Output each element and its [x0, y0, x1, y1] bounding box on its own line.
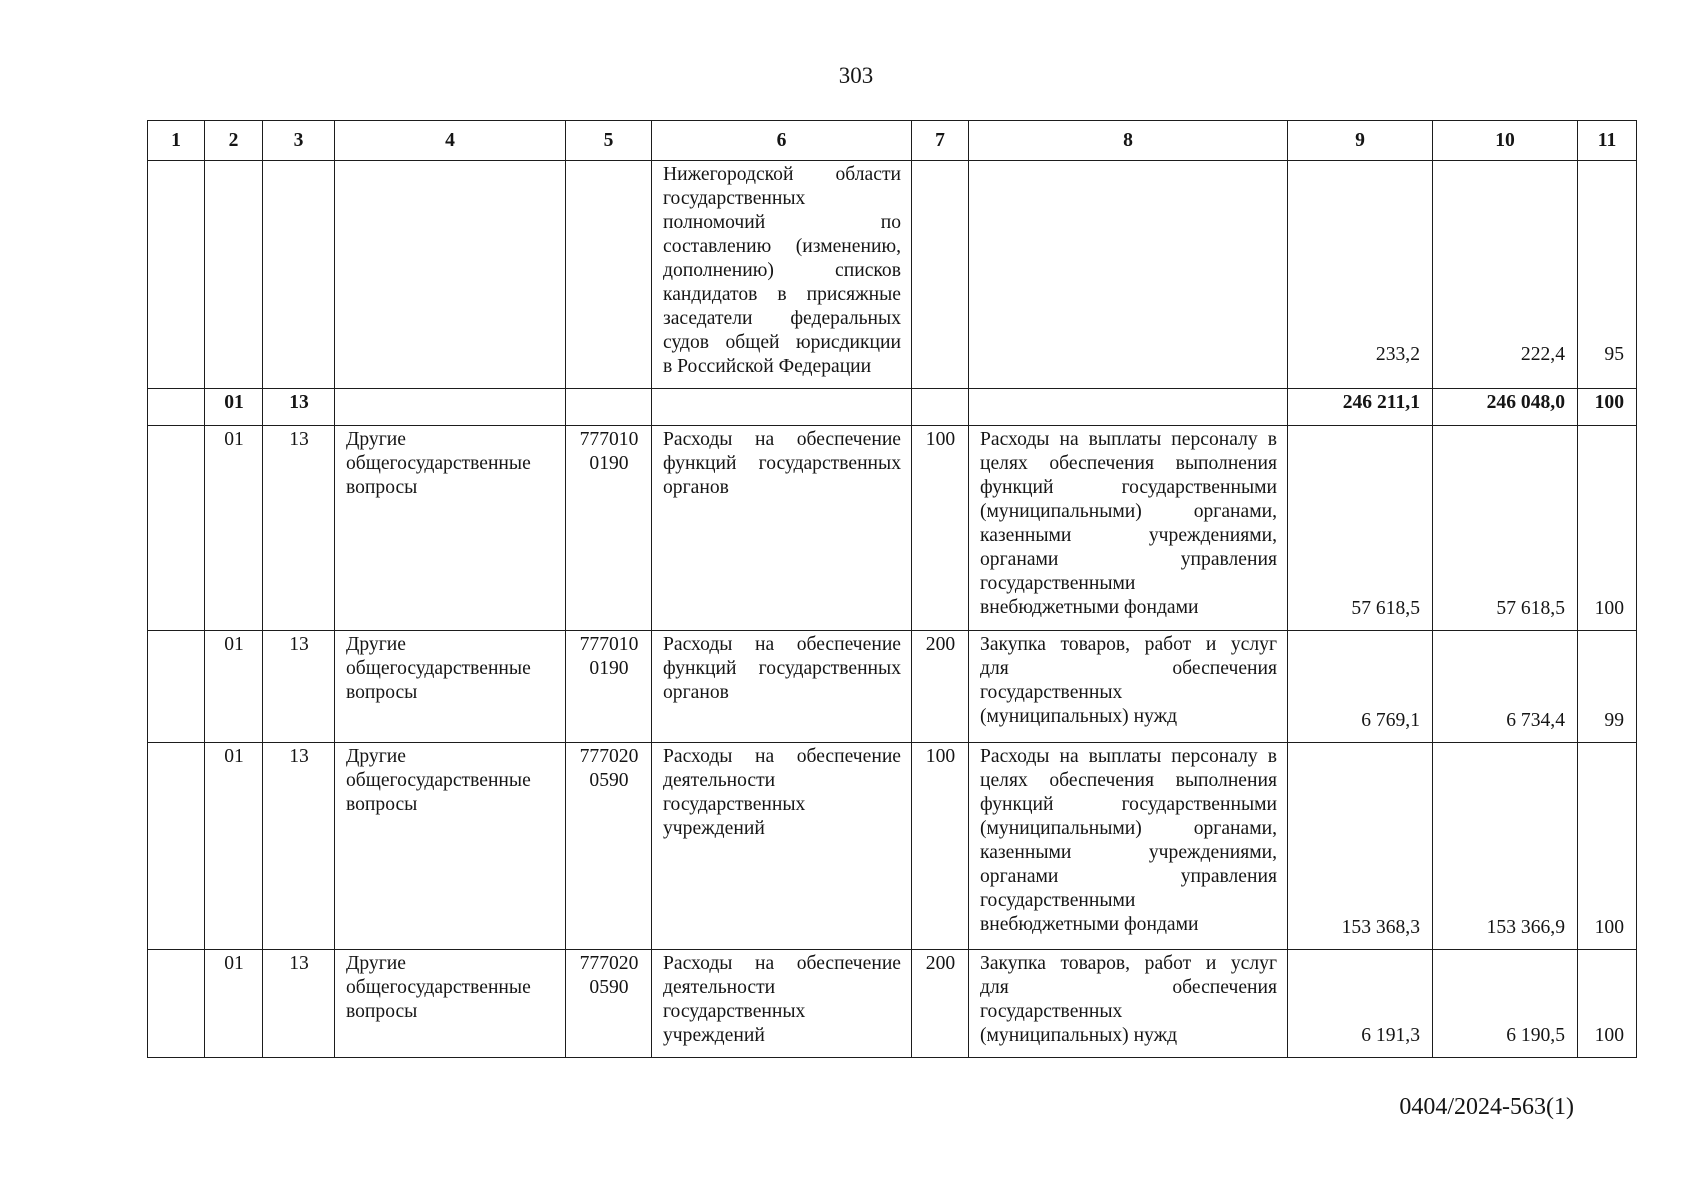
cell-text-line: (муниципальными) органами, — [980, 501, 1277, 522]
cell-text-line: 777020 — [579, 746, 639, 767]
table-header-row — [148, 121, 1637, 161]
table-cell — [263, 161, 335, 389]
column-number-header: 8 — [969, 121, 1288, 161]
table-cell — [652, 426, 912, 631]
cell-text-line: внебюджетными фондами — [980, 914, 1199, 935]
table-cell — [969, 389, 1288, 426]
cell-text-line: Расходы на обеспечение — [663, 634, 901, 655]
cell-text-line: (муниципальными) органами, — [980, 818, 1277, 839]
cell-text-line: функций государственными — [980, 794, 1277, 815]
cell-text-line: 13 — [289, 634, 309, 655]
table-cell — [335, 631, 566, 743]
cell-text-line: 6 769,1 — [1361, 710, 1420, 731]
cell-text-line: государственных — [663, 1001, 806, 1022]
table-cell — [652, 389, 912, 426]
cell-text-line: государственными — [980, 573, 1136, 594]
table-cell — [263, 743, 335, 950]
cell-text-line: 01 — [224, 392, 244, 413]
cell-text-line: 100 — [925, 746, 956, 767]
cell-text-line: 777010 — [579, 429, 639, 450]
table-cell — [263, 426, 335, 631]
table-cell — [148, 161, 205, 389]
table-cell — [969, 631, 1288, 743]
cell-text-line: 01 — [224, 634, 244, 655]
column-number-header: 4 — [335, 121, 566, 161]
report-table — [147, 120, 1637, 1058]
cell-text-line: судов общей юрисдикции — [663, 332, 901, 353]
cell-text-line: 100 — [1594, 917, 1624, 938]
cell-text-line: 0190 — [589, 453, 629, 474]
cell-text-line: 01 — [224, 429, 244, 450]
table-cell — [205, 950, 263, 1058]
table-cell — [566, 161, 652, 389]
table-cell — [205, 631, 263, 743]
cell-text-line: Расходы на выплаты персоналу в — [980, 746, 1277, 767]
cell-text-line: 13 — [289, 746, 309, 767]
table-row — [148, 631, 1637, 743]
column-number-header: 6 — [652, 121, 912, 161]
cell-text-line: Расходы на обеспечение — [663, 746, 901, 767]
cell-text-line: 6 734,4 — [1506, 710, 1565, 731]
cell-text-line: вопросы — [346, 682, 418, 703]
cell-text-line: Другие — [346, 429, 406, 450]
table-cell — [969, 426, 1288, 631]
table-cell — [148, 426, 205, 631]
table-cell — [566, 426, 652, 631]
table-cell — [335, 950, 566, 1058]
cell-text-line: Закупка товаров, работ и услуг — [980, 953, 1277, 974]
cell-text-line: полномочий по — [663, 212, 901, 233]
cell-text-line: 246 048,0 — [1486, 392, 1565, 413]
document-code: 0404/2024-563(1) — [1399, 1094, 1574, 1120]
cell-text-line: 0590 — [589, 770, 629, 791]
cell-text-line: внебюджетными фондами — [980, 597, 1199, 618]
table-cell — [912, 631, 969, 743]
table-cell — [1578, 743, 1637, 950]
table-cell — [263, 389, 335, 426]
table-row — [148, 389, 1637, 426]
table-cell — [148, 631, 205, 743]
column-number-header: 11 — [1578, 121, 1637, 161]
table-cell — [335, 389, 566, 426]
cell-text-line: органов — [663, 682, 729, 703]
cell-text-line: 13 — [289, 392, 309, 413]
cell-text-line: 01 — [224, 953, 244, 974]
cell-text-line: органами управления — [980, 549, 1277, 570]
table-cell — [1433, 161, 1578, 389]
table-row — [148, 161, 1637, 389]
cell-text-line: учреждений — [663, 818, 765, 839]
cell-text-line: 233,2 — [1375, 344, 1420, 365]
cell-text-line: функций государственных — [663, 453, 901, 474]
cell-text-line: составлению (изменению, — [663, 236, 901, 257]
column-number-header: 2 — [205, 121, 263, 161]
table-cell — [969, 161, 1288, 389]
table-cell — [652, 161, 912, 389]
table-cell — [1578, 426, 1637, 631]
table-cell — [205, 389, 263, 426]
cell-text-line: 6 190,5 — [1506, 1025, 1565, 1046]
cell-text-line: 13 — [289, 429, 309, 450]
table-cell — [912, 950, 969, 1058]
cell-text-line: для обеспечения — [980, 658, 1277, 679]
cell-text-line: в Российской Федерации — [663, 356, 872, 377]
table-cell — [566, 743, 652, 950]
cell-text-line: 153 368,3 — [1341, 917, 1420, 938]
column-number-header: 7 — [912, 121, 969, 161]
table-cell — [205, 743, 263, 950]
table-cell — [1578, 950, 1637, 1058]
cell-text-line: 153 366,9 — [1486, 917, 1565, 938]
cell-text-line: Закупка товаров, работ и услуг — [980, 634, 1277, 655]
cell-text-line: 01 — [224, 746, 244, 767]
table-cell — [1433, 950, 1578, 1058]
table-cell — [1578, 389, 1637, 426]
cell-text-line: 200 — [925, 953, 956, 974]
cell-text-line: 222,4 — [1520, 344, 1565, 365]
table-cell — [566, 631, 652, 743]
table-cell — [263, 950, 335, 1058]
cell-text-line: 57 618,5 — [1351, 598, 1420, 619]
table-cell — [912, 426, 969, 631]
cell-text-line: органами управления — [980, 866, 1277, 887]
cell-text-line: деятельности — [663, 770, 776, 791]
cell-text-line: государственных — [663, 188, 806, 209]
column-number-header: 5 — [566, 121, 652, 161]
cell-text-line: 13 — [289, 953, 309, 974]
cell-text-line: казенными учреждениями, — [980, 525, 1277, 546]
cell-text-line: Расходы на обеспечение — [663, 953, 901, 974]
cell-text-line: заседатели федеральных — [663, 308, 901, 329]
cell-text-line: органов — [663, 477, 729, 498]
table-cell — [1433, 389, 1578, 426]
cell-text-line: 100 — [1594, 1025, 1624, 1046]
cell-text-line: 0190 — [589, 658, 629, 679]
table-cell — [1433, 631, 1578, 743]
cell-text-line: Расходы на обеспечение — [663, 429, 901, 450]
column-number-header: 1 — [148, 121, 205, 161]
cell-text-line: (муниципальных) нужд — [980, 1025, 1178, 1046]
table-row — [148, 426, 1637, 631]
cell-text-line: Другие — [346, 746, 406, 767]
table-cell — [912, 389, 969, 426]
table-cell — [652, 950, 912, 1058]
cell-text-line: государственными — [980, 890, 1136, 911]
table-cell — [969, 743, 1288, 950]
cell-text-line: 246 211,1 — [1342, 392, 1420, 413]
cell-text-line: общегосударственные — [346, 658, 531, 679]
cell-text-line: 100 — [1594, 392, 1624, 413]
cell-text-line: 100 — [925, 429, 956, 450]
cell-text-line: 100 — [1594, 598, 1624, 619]
table-row — [148, 950, 1637, 1058]
cell-text-line: общегосударственные — [346, 977, 531, 998]
cell-text-line: кандидатов в присяжные — [663, 284, 901, 305]
cell-text-line: функций государственными — [980, 477, 1277, 498]
cell-text-line: вопросы — [346, 1001, 418, 1022]
table-cell — [335, 743, 566, 950]
table-cell — [566, 389, 652, 426]
table-cell — [969, 950, 1288, 1058]
cell-text-line: 777020 — [579, 953, 639, 974]
column-number-header: 9 — [1288, 121, 1433, 161]
table-cell — [335, 161, 566, 389]
table-head — [148, 121, 1637, 161]
cell-text-line: государственных — [663, 794, 806, 815]
cell-text-line: общегосударственные — [346, 770, 531, 791]
table-cell — [1578, 161, 1637, 389]
cell-text-line: функций государственных — [663, 658, 901, 679]
table-cell — [263, 631, 335, 743]
cell-text-line: Другие — [346, 634, 406, 655]
table-cell — [1578, 631, 1637, 743]
cell-text-line: вопросы — [346, 477, 418, 498]
table-cell — [335, 426, 566, 631]
cell-text-line: деятельности — [663, 977, 776, 998]
cell-text-line: 777010 — [579, 634, 639, 655]
table-cell — [148, 950, 205, 1058]
cell-text-line: 6 191,3 — [1361, 1025, 1420, 1046]
table-cell — [652, 631, 912, 743]
table-cell — [912, 161, 969, 389]
table-cell — [1433, 426, 1578, 631]
table-cell — [1288, 631, 1433, 743]
page-number: 303 — [838, 63, 874, 88]
table-cell — [1288, 389, 1433, 426]
column-number-header: 10 — [1433, 121, 1578, 161]
table-cell — [148, 389, 205, 426]
cell-text-line: 57 618,5 — [1496, 598, 1565, 619]
table-cell — [1288, 950, 1433, 1058]
cell-text-line: государственных — [980, 1001, 1123, 1022]
table-cell — [912, 743, 969, 950]
cell-text-line: целях обеспечения выполнения — [980, 770, 1277, 791]
cell-text-line: государственных — [980, 682, 1123, 703]
table-row — [148, 743, 1637, 950]
cell-text-line: 0590 — [589, 977, 629, 998]
table-cell — [566, 950, 652, 1058]
table-cell — [205, 426, 263, 631]
column-number-header: 3 — [263, 121, 335, 161]
table-cell — [652, 743, 912, 950]
cell-text-line: общегосударственные — [346, 453, 531, 474]
cell-text-line: учреждений — [663, 1025, 765, 1046]
table-body — [148, 161, 1637, 1058]
cell-text-line: (муниципальных) нужд — [980, 706, 1178, 727]
cell-text-line: Другие — [346, 953, 406, 974]
table-cell — [205, 161, 263, 389]
cell-text-line: для обеспечения — [980, 977, 1277, 998]
cell-text-line: целях обеспечения выполнения — [980, 453, 1277, 474]
cell-text-line: 99 — [1604, 710, 1624, 731]
cell-text-line: Нижегородской области — [663, 164, 901, 185]
cell-text-line: 200 — [925, 634, 956, 655]
cell-text-line: вопросы — [346, 794, 418, 815]
table-cell — [148, 743, 205, 950]
cell-text-line: казенными учреждениями, — [980, 842, 1277, 863]
table-cell — [1288, 426, 1433, 631]
cell-text-line: Расходы на выплаты персоналу в — [980, 429, 1277, 450]
table-cell — [1288, 743, 1433, 950]
cell-text-line: дополнению) списков — [663, 260, 901, 281]
table-cell — [1288, 161, 1433, 389]
table-cell — [1433, 743, 1578, 950]
cell-text-line: 95 — [1604, 344, 1624, 365]
